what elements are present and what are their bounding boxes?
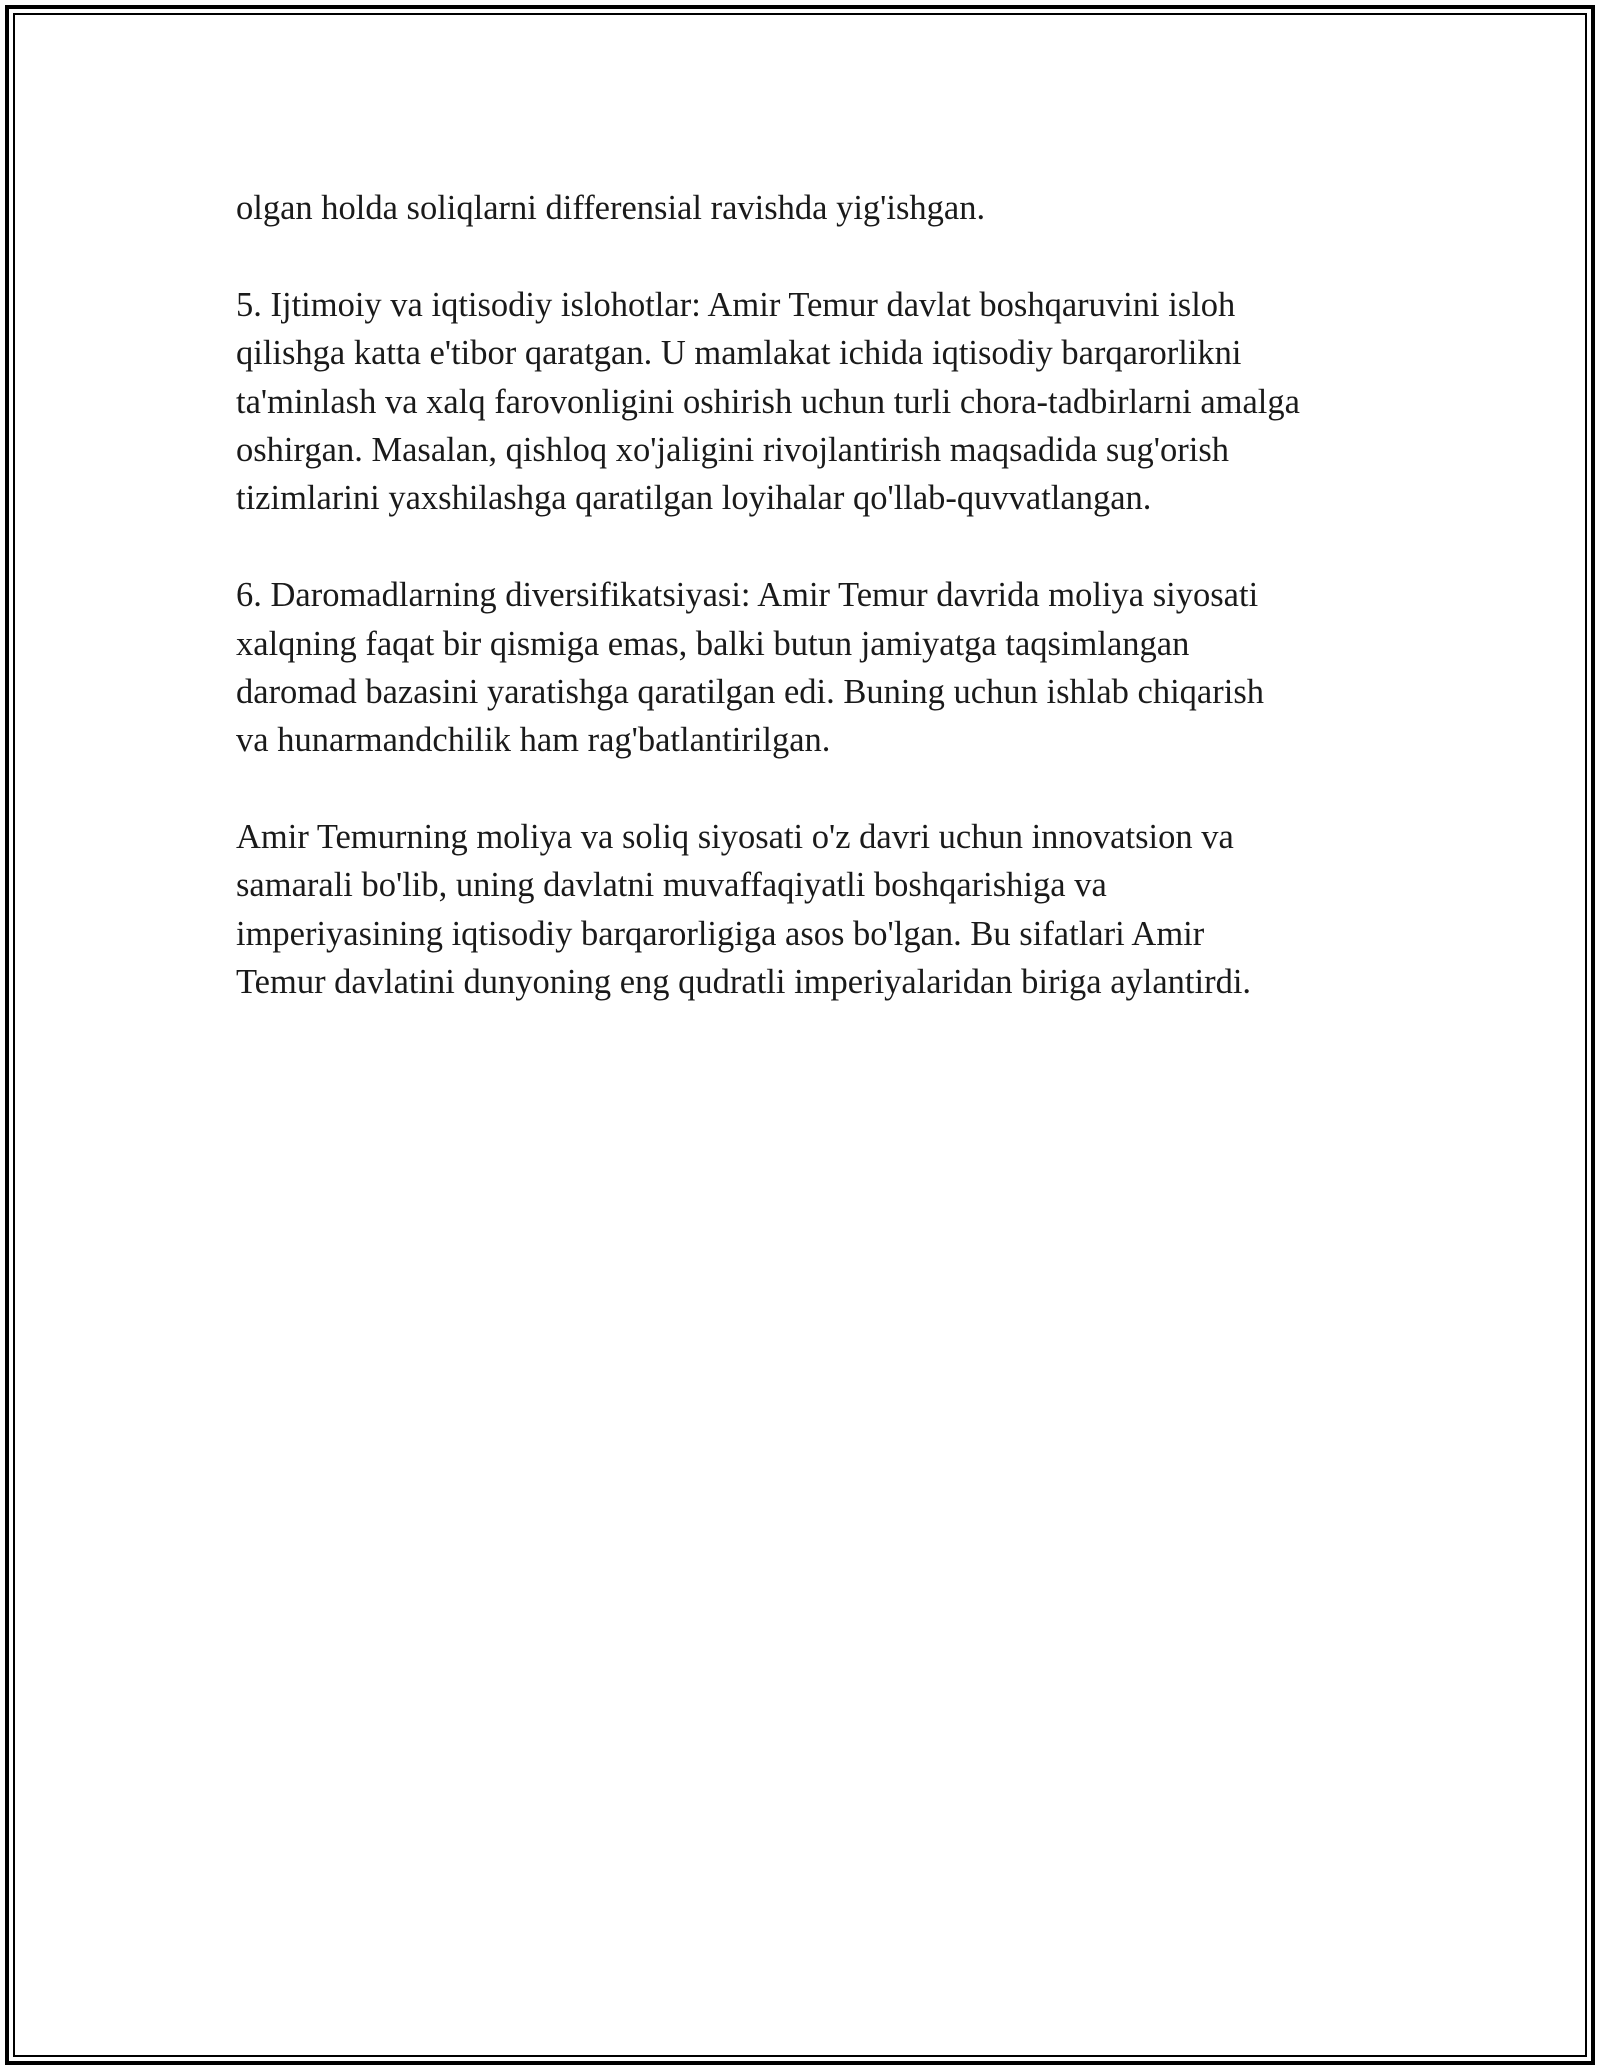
text-line: 5. Ijtimoiy va iqtisodiy islohotlar: Amir Temur davlat boshqaruvini isloh <box>236 285 1236 324</box>
text-line: xalqning faqat bir qismiga emas, balki butun jamiyatga taqsimlangan <box>236 624 1190 663</box>
text-line: va hunarmandchilik ham rag'batlantirilgan. <box>236 721 831 760</box>
document-body <box>236 184 1416 1055</box>
text-line: ta'minlash va xalq farovonligini oshirish uchun turli chora-tadbirlarni amalga <box>236 382 1300 421</box>
text-line: daromad bazasini yaratishga qaratilgan edi. Buning uchun ishlab chiqarish <box>236 672 1264 711</box>
paragraph-continuation <box>236 184 1416 232</box>
paragraph-income-diversification <box>236 571 1416 765</box>
text-line: olgan holda soliqlarni differensial ravishda yig'ishgan. <box>236 189 986 227</box>
text-line: oshirgan. Masalan, qishloq xo'jaligini rivojlantirish maqsadida sug'orish <box>236 430 1230 469</box>
paragraph-conclusion <box>236 813 1416 1007</box>
text-line: Temur davlatini dunyoning eng qudratli imperiyalaridan biriga aylantirdi. <box>236 963 1252 1002</box>
text-line: tizimlarini yaxshilashga qaratilgan loyihalar qo'llab-quvvatlangan. <box>236 479 1152 518</box>
text-line: Amir Temurning moliya va soliq siyosati o'z davri uchun innovatsion va <box>236 818 1234 857</box>
text-line: qilishga katta e'tibor qaratgan. U mamlakat ichida iqtisodiy barqarorlikni <box>236 334 1242 373</box>
text-line: samarali bo'lib, uning davlatni muvaffaqiyatli boshqarishiga va <box>236 866 1107 905</box>
text-line: 6. Daromadlarning diversifikatsiyasi: Amir Temur davrida moliya siyosati <box>236 576 1259 615</box>
paragraph-social-economic-reforms <box>236 281 1416 523</box>
text-line: imperiyasining iqtisodiy barqarorligiga asos bo'lgan. Bu sifatlari Amir <box>236 914 1205 953</box>
